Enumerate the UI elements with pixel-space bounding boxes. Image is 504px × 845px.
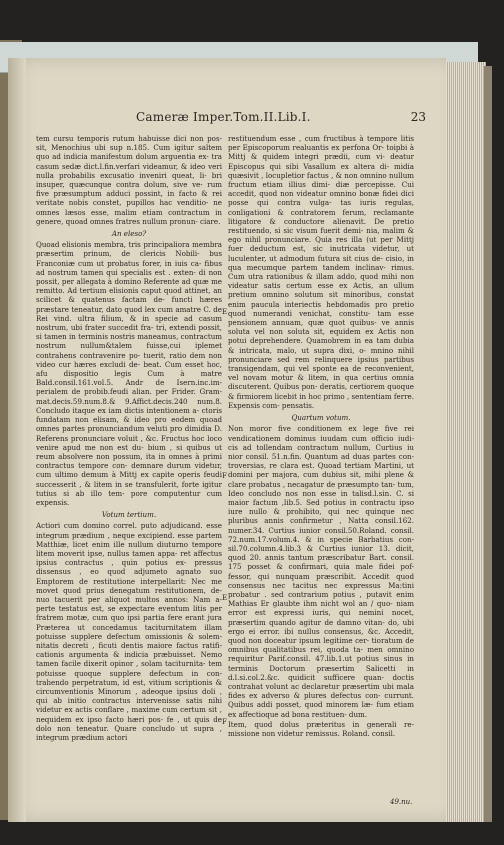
paragraph: Non moror five conditionem ex lege five rei vendicationem dominus iuudam cum officio iudi- cis ad tollendam contractum nullum, Curtius iu nior consil. 51.n.fin. Quantum ad duas partes con- troversias, re clara est. Quoad tertiam Martini, ut domini per majora, cum dubius sit, mihi plene & clare probatus , necagatur de præsumpto tan- tum, Ideo concludo nos non esse in talisd.l.sin. C. si maior factum ,lib.5. Sed potius in contractu ipso iure nullo & prohibito, qui nec quinque nec pluribus annis confirmetur , Natta consil.162. numer.34. Curtius iunior consil.50.Roland. consil. 72.num.17.volum.4. & in specie Barbatius con- sil.70.column.4.lib.3 & Curtius iunior 13. dicit, quod 20. annis tantum præscribatur Bart. consil. 175 posset & confirmari, quia male fidei pof- fessor, qui nunquam præscribit. Accedit quod consensus nec tacitus nec expressus Ma:tini probatur . sed contrarium potius , putavit enim Mathias Er glaubte ihm nicht wol an / quo- niam error est expressi iuris, qui nemini nocet, præsertim quando agitur de damno vitan- do, ubi ergo ei error. ibi nullus consensus, &c. Accedit, quod non doceatur ipsum legitime cer- tioratum de omnibus qualitatibus rei, quoda ta- men omnino requiritur Parif.consil. 47.lib.1.ut potius sinus in terminis Doctorum præsertim Salicetti in d.l.si.col.2.&c. quidicit sufficere quan- doctis contrahat volunt ac declaretur præsertim ubi mala fides ex adverso & plures defectus con- currunt. Quibus addi posset, quod minorem læ- fum etiam ex affectioque ad bona restituen- dum. — [228, 424, 414, 719]
running-header — [136, 110, 426, 130]
page-edge-shadow — [484, 66, 492, 822]
margin-letter: E — [222, 308, 228, 316]
page-gutter — [8, 58, 26, 822]
margin-letter: E — [222, 594, 228, 602]
right-text-column — [228, 134, 414, 739]
margin-letter: F — [222, 718, 227, 726]
page-number: 23 — [410, 110, 426, 124]
paragraph: Quoad elisionis membra, tris principaliora membra præsertim prinum, de clericis Nobili- bus Franconiæ cum ut probatus forer, in iuis ca- fibus ad nostrum tamen qui specialis est . exten- di non possit, per allegata à domino Referente ad quæ me remitto. Ad tertium elisionis caput quod attinet, an scilicet & quatenus factam de- functi hæres præstare teneatur, dato quod lex cum amatre C. de Rei vind. ultra filium, & in specie ad casum nostrum, ubi frater succedit fra- tri, extendi possit, si tamen in terminis nostris maneamus, contractum nostrum nullum&talem fuisse,cui iplemet contrahens contravenire po- tuerit, ratio dem non video cur hæres excludi de- beat. Cum esset hoc, afu dispositio legis Cum à matre Bald.consil.161.vol.5. Andr de Isern.inc.im- perialem de probib.feudi alian. per Frider. Gram- mat.decis.59.num.8.& 9.Affict.decis.240 num.8. Concludo itaque ex iam dictis intentionem a- ctoris fundatam non elisam, & ideo pro eodem quoad omnes partes pronunciandum veluti pro dimidia D. Referens pronunciare voluit , &c. Fructus hoc loco venire apud me non est du- bium , si quibus ut reum absolvere non possum, ita in omnes à primi contractus tempore con- demnare durum videtur, cum ultimo demum à Mittj ex capite operis feudi successerit , & litem in se transfulerit, forte igitur tutius si ab illo tem- pore computentur cum expensis. — [36, 240, 222, 507]
margin-letter: F — [222, 472, 227, 480]
section-heading: Quartum votum. — [291, 413, 351, 423]
paragraph: Item, quod dolus præteritus in generali re- missione non videtur remissus. Roland. consil. — [228, 719, 414, 738]
section-heading: An eleso? — [111, 229, 147, 239]
paragraph: restituendum esse , cum fructibus à tempore litis per Episcoporum realuantis ex perfona Or- toipbi à Mittj & quidem integri prædii, cum vi- deatur Episcopus qui sibi Vasallum ex altera di- midia quæsivit , locupletior factus , & non omnino nullum fructum etiam illius dimi- diæ percepisse. Cui accedit, quod non videatur omnino bonæ fidei dici posse qui contra vulga- tas iuris regulas, conligationi & contratorem ferum, reclamante litigatore & conductore alienavit. De pretio restituendo, si sic visum fuerit demi- nia, malim & ego nihil pronunciare. Quia res illa (ut per Mittj fuer deductum est, sic inutricata videtur, ut luculenter, ut admodum futura sit cius de- cisio, in qua mecumque partem tandem inclinav- rimus. Cum utra rationibus & illam addo, quod mihi non videatur satis certum esse ex Actis, an ullum pretium omnino solutum sit minoribus, constat enim paucula interiectis hebdomadis pro pretio quod numerandi venichat, constitu- tam esse pensionem annuam, quæ quot quibus- ve annis soluta vel non soluta sit, equidem ex Actis non potui deprehendere. Quamobrem in ea tam dubia & intricata, malo, ut supra dixi, o- mnino nihil pronunciare sed rem relinquere ipsius partibus transigendam, qui vel sponte ea de reconvenient, vel novam motur & litem, in qua certius omnia discuterent. Quibus pon- deratis, certiorem quoque & firmiorem licebit in hoc primo , sententiam ferre. Expensis com- pensatis. — [228, 134, 414, 410]
section-heading: Votum tertium. — [101, 510, 157, 520]
page-fore-edge — [446, 62, 486, 822]
paragraph: tem cursu temporis rutum habuisse dici non pos- sit, Menochius ubi sup n.185. Cum igitur saltem quo ad indicia manifestum dolum arguentia ex- tra casum sedæ dict.l.fin.verfari videamur, & ideo veri nulla probabilis excusatio inveniri queat, li- bri insuper, quæcunque contra dolum, sive ve- rum five præsumptum adduci possint, in facto & rei veritate nobis constet, pupillos hac venditio- ne omnes læsos esse, malim etiam contractum in genere, quoad omnes fratres nullum pronun- ciare. — [36, 134, 222, 226]
paragraph: Actiori cum domino correl. puto adjudicand. esse integrum prædium , neque excipiend. esse partem Matthiæ, licet enim ille nullum diuturno tempore litem moverit ipse, nullus tamen appa- ret affectus ipsius contractus , quin potius ex- pressus dissensus , eo quod adjumeto agnato suo Emptorem de restitutione interpellarit: Nec me movet quod prius denegatum restitutionem, de- nuo tacuerit per aliquot multos annos: Nam a- perte testatus est, se expectare eventum litis per fratrem motæ, cum quo ipsi partia fere erant jura Præterea ut concedamus taciturnitatem illam potuisse supplere defectum omissionis & solem- nitatis decreti , ficuti dentis maiore factus ratifi- cationis argumenta & indicia præbuisset. Nemo tamen facile dixerit opinor , solam taciturnita- tem potuisse quoque supplere defectum in con- trahendo perpetratum, id est, vitium scriptionis & circumventionis Minorum , adeoque ipsius doli , qui ab initio contractus intervenisse satis nihi videtur ex actis conflare , maxime cum certum sit , nequidem ex ipso facto hæri pos- fe , ut quis de dolo non teneatur. Quare concludo ut supra , integrum prædium actori — [36, 521, 222, 742]
catchword: 49.nu. — [390, 798, 413, 806]
book — [8, 58, 464, 822]
book-page — [8, 58, 446, 822]
left-text-column — [36, 134, 222, 743]
header-title: Cameræ Imper.Tom.II.Lib.I. — [136, 110, 311, 124]
